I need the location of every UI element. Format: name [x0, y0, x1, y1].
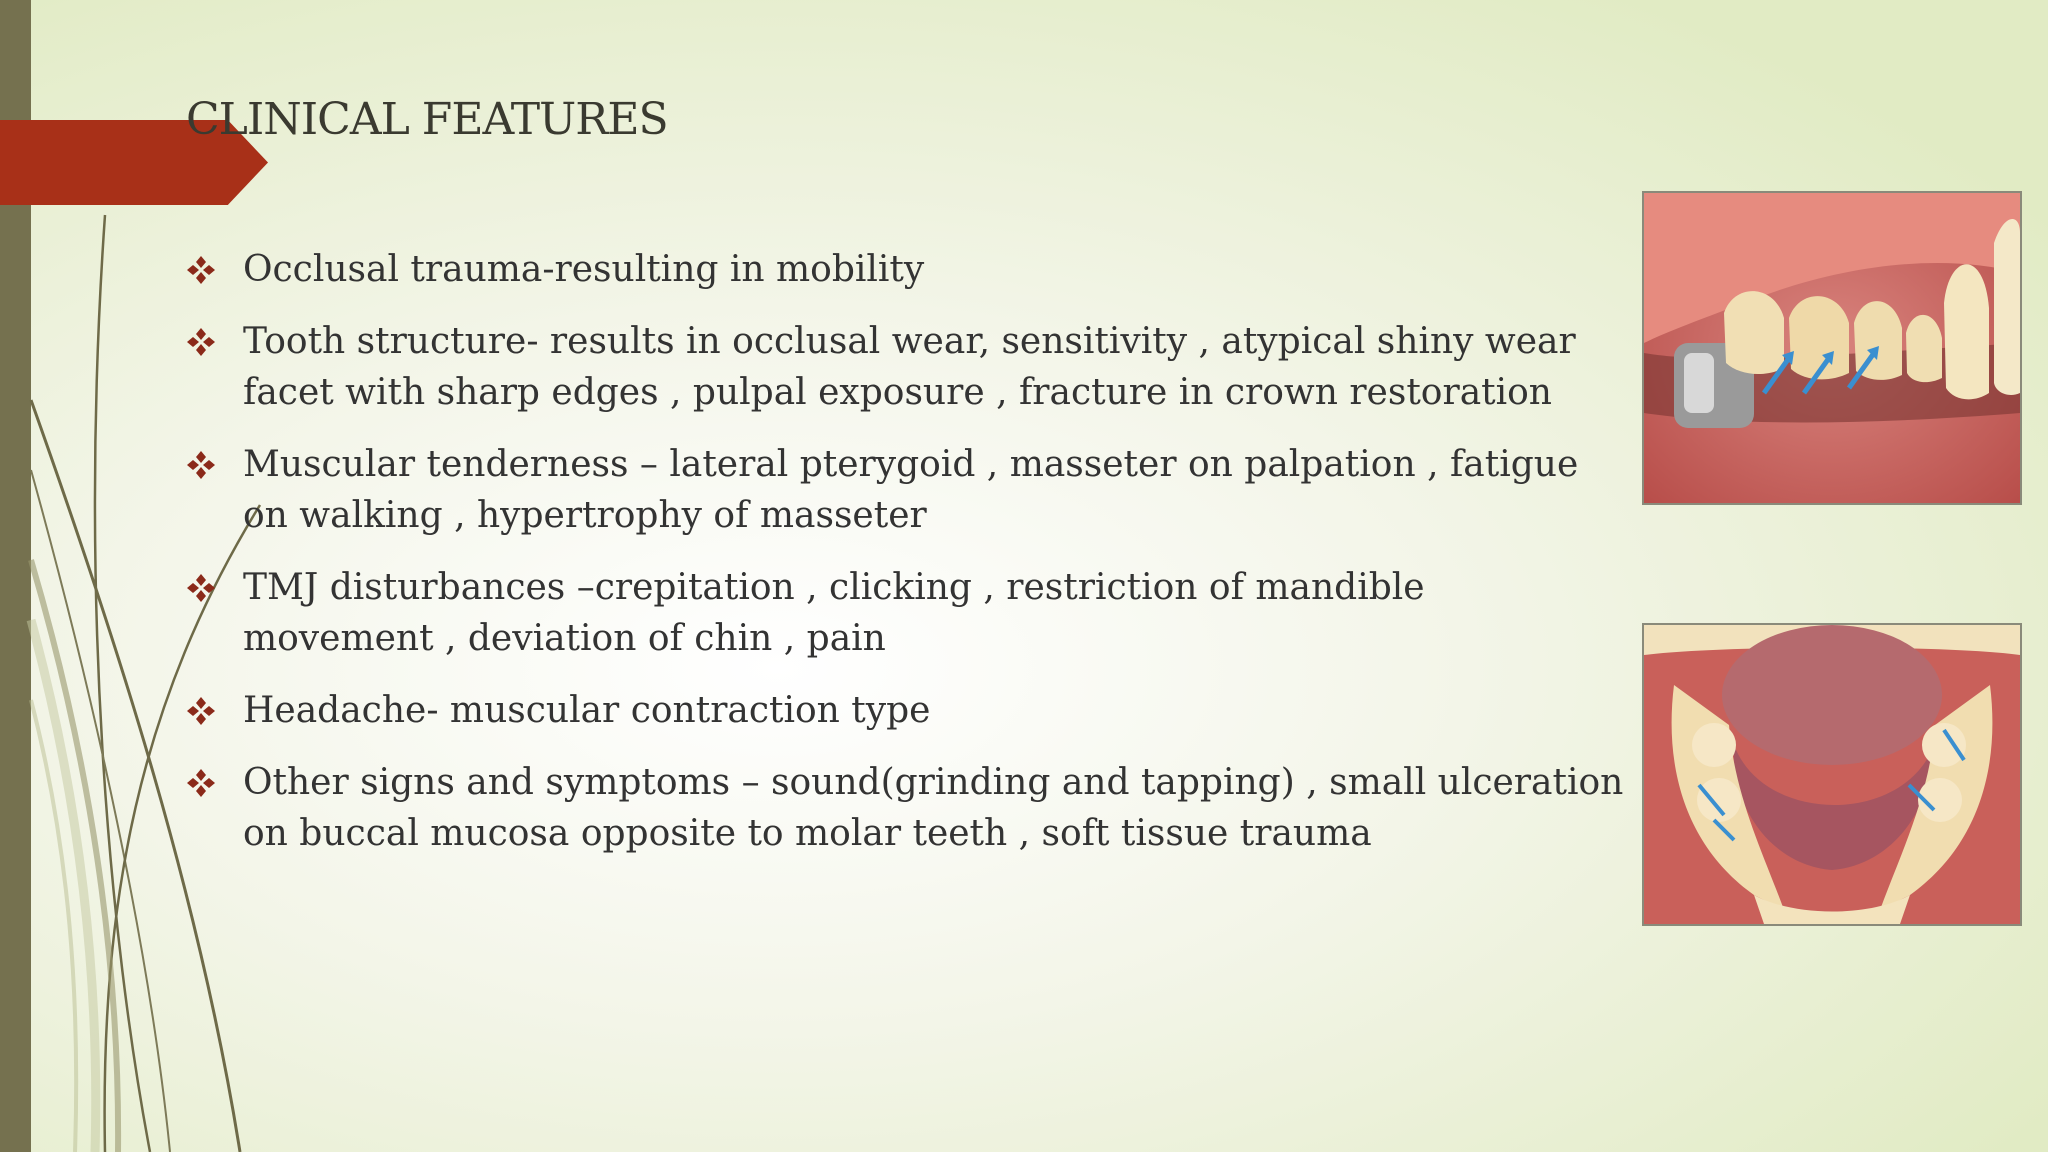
four-diamond-icon: [186, 562, 220, 613]
slide-title: CLINICAL FEATURES: [186, 94, 668, 145]
bullet-list: [186, 244, 1626, 880]
four-diamond-icon: [186, 439, 220, 490]
bullet-item: [186, 439, 1626, 541]
bullet-item: [186, 757, 1626, 859]
bullet-item: [186, 244, 1626, 295]
bullet-text: Tooth structure- results in occlusal wear, sensitivity , atypical shiny wear facet with sharp edges , pulpal exposure , fracture in crown restoration: [243, 321, 1576, 413]
bullet-text: Occlusal trauma-resulting in mobility: [243, 249, 925, 290]
four-diamond-icon: [186, 757, 220, 808]
bullet-item: [186, 316, 1626, 418]
bullet-text: Headache- muscular contraction type: [243, 690, 931, 731]
four-diamond-icon: [186, 685, 220, 736]
bullet-text: TMJ disturbances –crepitation , clicking , restriction of mandible movement , deviation of chin , pain: [243, 567, 1425, 659]
side-view-dental-photo: [1642, 191, 2022, 505]
bullet-text: Other signs and symptoms – sound(grinding and tapping) , small ulceration on buccal mucosa opposite to molar teeth , soft tissue trauma: [243, 762, 1624, 854]
bullet-item: [186, 562, 1626, 664]
four-diamond-icon: [186, 316, 220, 367]
four-diamond-icon: [186, 244, 220, 295]
bullet-item: [186, 685, 1626, 736]
bullet-text: Muscular tenderness – lateral pterygoid , masseter on palpation , fatigue on walking , hypertrophy of masseter: [243, 444, 1579, 536]
lower-arch-dental-photo: [1642, 623, 2022, 926]
